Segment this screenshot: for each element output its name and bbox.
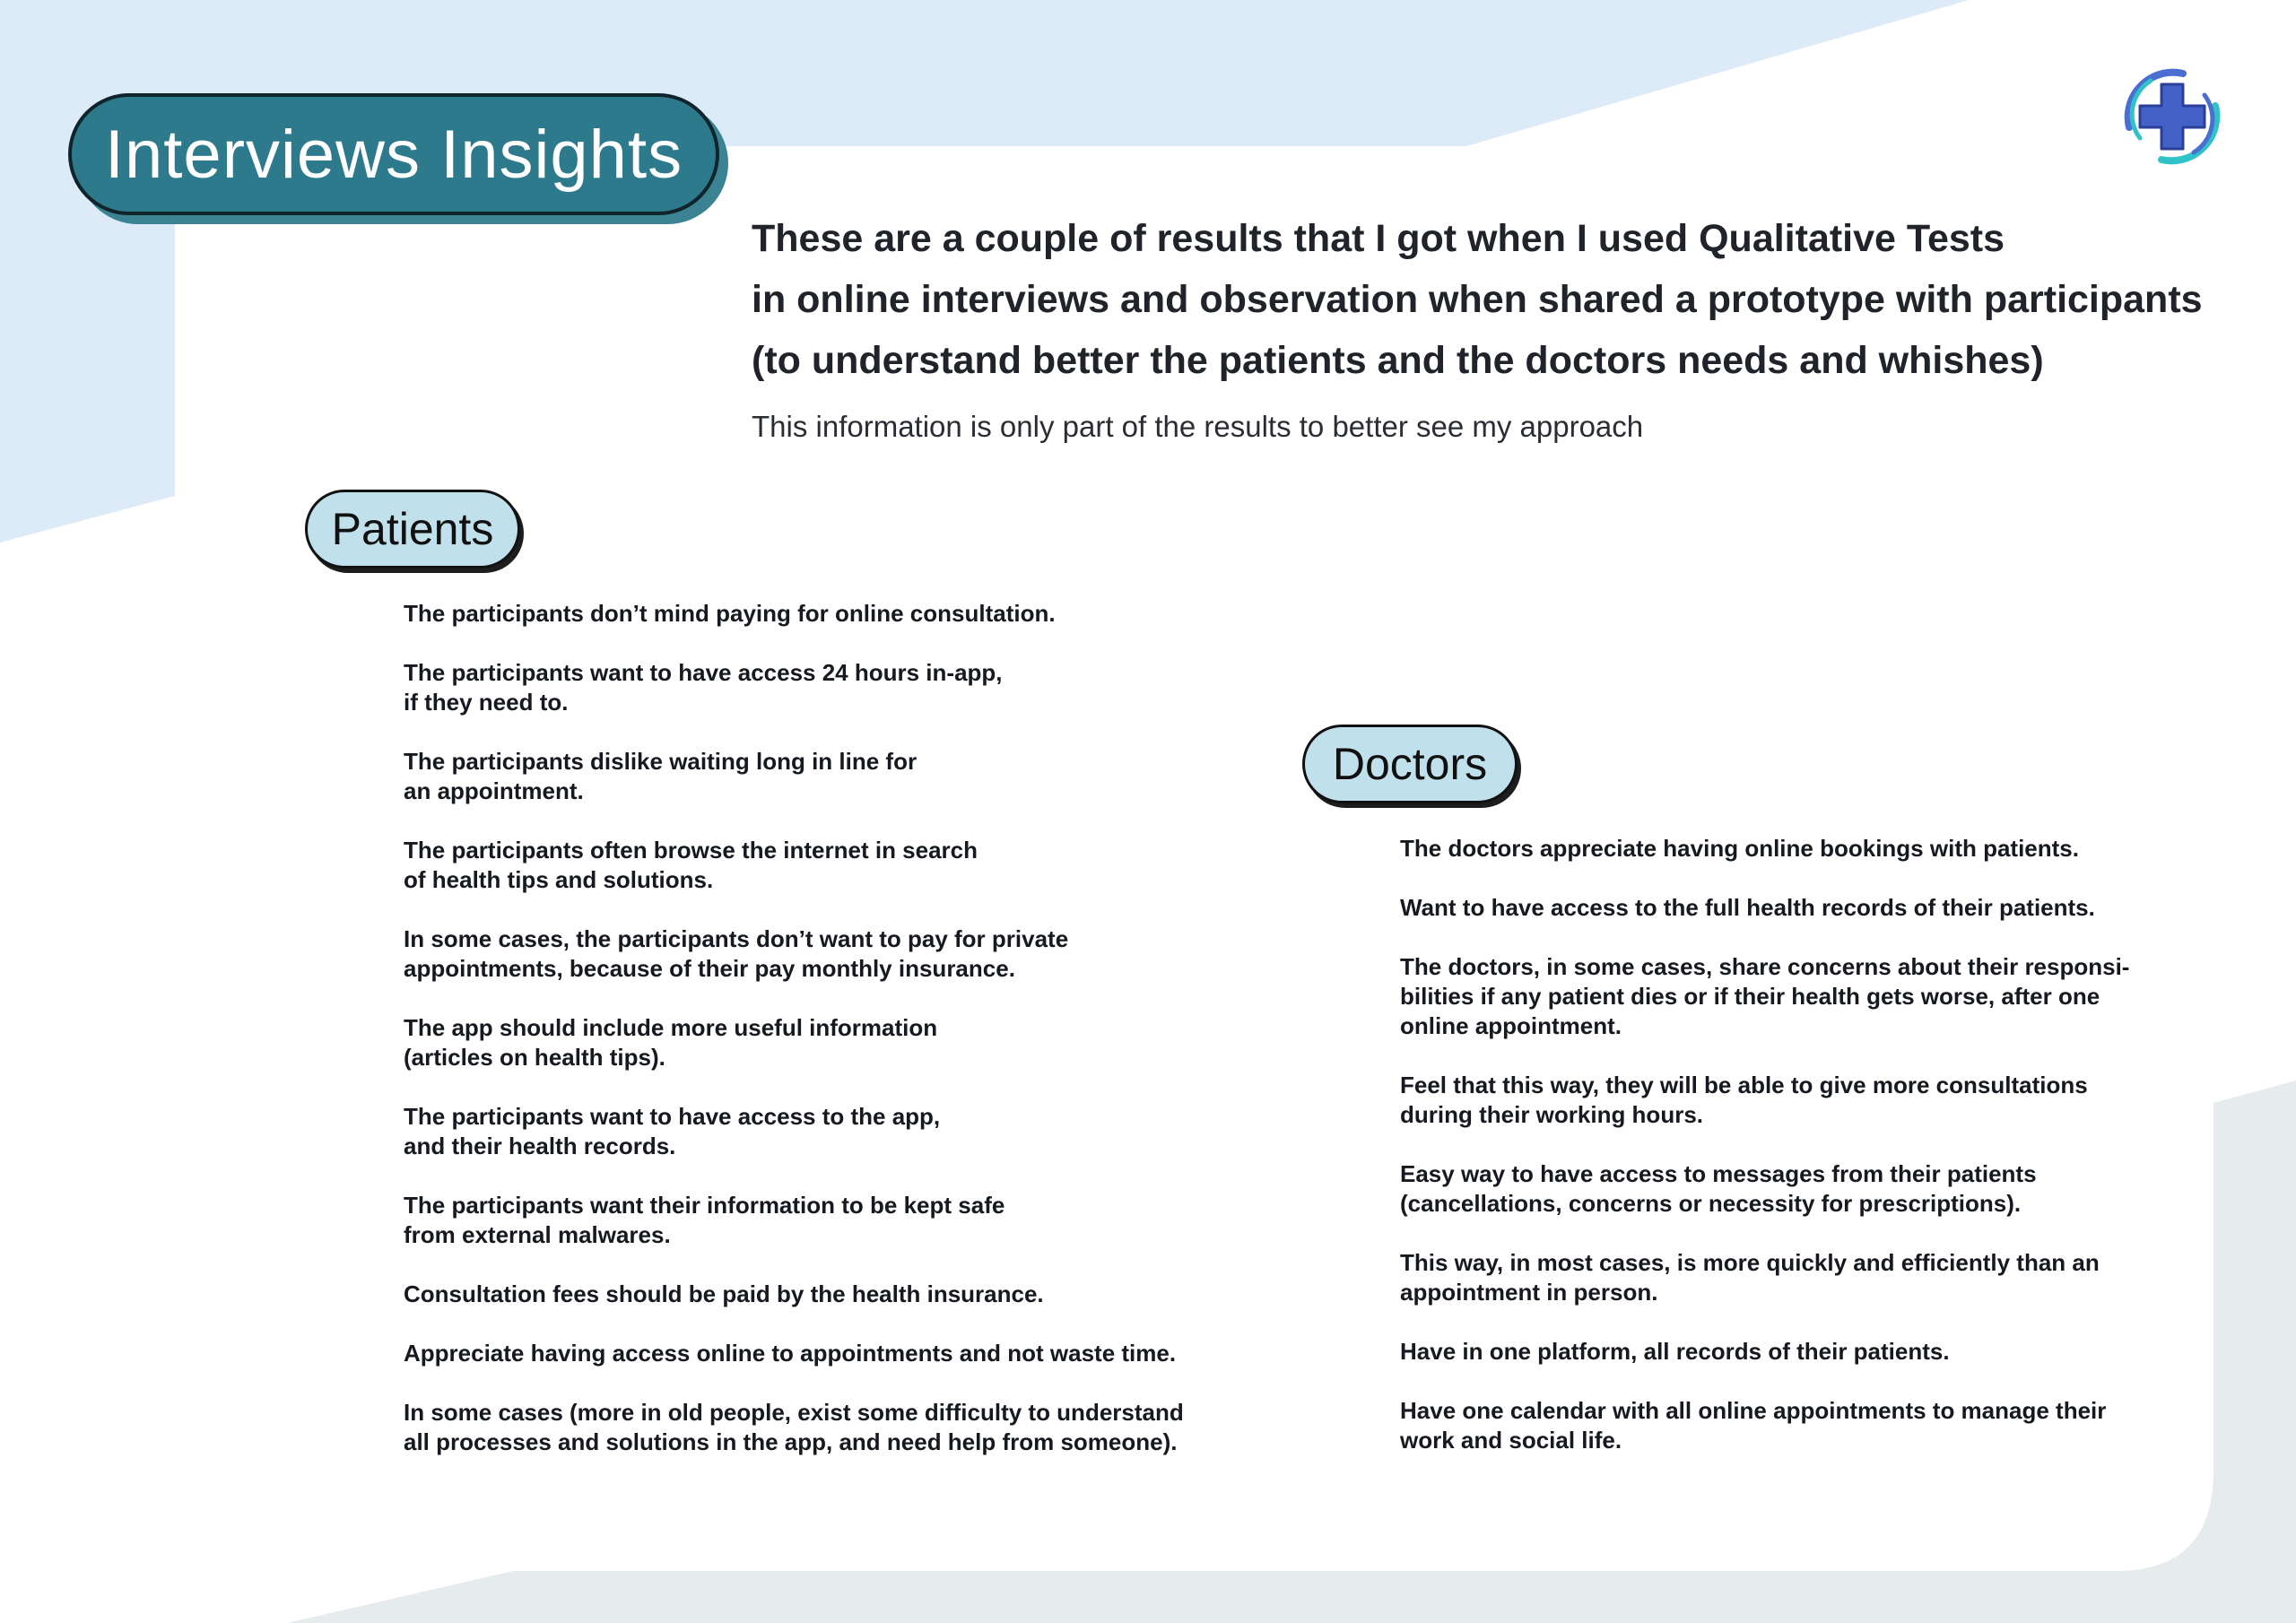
patients-insight-item bbox=[404, 1398, 1211, 1457]
doctors-insight-item bbox=[1400, 1337, 2162, 1367]
doctors-insight-item bbox=[1400, 893, 2162, 923]
page-title-badge bbox=[68, 93, 719, 215]
doctors-insights-list bbox=[1400, 834, 2162, 1485]
doctors-insight-line: (cancellations, concerns or necessity for prescriptions). bbox=[1400, 1190, 2022, 1217]
patients-insight-line: appointments, because of their pay monthly insurance. bbox=[404, 955, 1015, 982]
patients-insight-item bbox=[404, 599, 1211, 629]
doctors-insight-line: This way, in most cases, is more quickly and efficiently than an bbox=[1400, 1249, 2100, 1276]
patients-insight-line: all processes and solutions in the app, and need help from someone). bbox=[404, 1428, 1178, 1455]
patients-insight-line: Appreciate having access online to appointments and not waste time. bbox=[404, 1340, 1177, 1367]
doctors-insight-line: during their working hours. bbox=[1400, 1101, 1703, 1128]
doctors-insight-item bbox=[1400, 1248, 2162, 1307]
intro-block bbox=[752, 208, 2258, 445]
intro-line-3: (to understand better the patients and the doctors needs and whishes) bbox=[752, 339, 2044, 382]
doctors-insight-line: The doctors appreciate having online bookings with patients. bbox=[1400, 835, 2079, 862]
patients-insight-line: In some cases, the participants don’t want to pay for private bbox=[404, 925, 1069, 952]
patients-insight-item bbox=[404, 747, 1211, 806]
page-title: Interviews Insights bbox=[104, 116, 683, 193]
doctors-section-label: Doctors bbox=[1332, 739, 1488, 789]
patients-insight-line: an appointment. bbox=[404, 777, 584, 804]
doctors-insight-item bbox=[1400, 1396, 2162, 1455]
patients-insights-list bbox=[404, 599, 1211, 1487]
patients-insight-item bbox=[404, 836, 1211, 895]
patients-insight-line: and their health records. bbox=[404, 1133, 676, 1159]
doctors-insight-line: Have one calendar with all online appointments to manage their bbox=[1400, 1397, 2107, 1424]
patients-insight-item bbox=[404, 1102, 1211, 1161]
patients-insight-line: The participants want to have access to the app, bbox=[404, 1103, 941, 1130]
doctors-insight-line: Easy way to have access to messages from their patients bbox=[1400, 1160, 2037, 1187]
patients-insight-item bbox=[404, 1339, 1211, 1368]
doctors-insight-line: The doctors, in some cases, share concerns about their responsi- bbox=[1400, 953, 2130, 980]
medical-cross-icon bbox=[2117, 61, 2228, 172]
doctors-insight-line: Feel that this way, they will be able to give more consultations bbox=[1400, 1072, 2088, 1098]
doctors-insight-item bbox=[1400, 1071, 2162, 1130]
patients-insight-line: The participants don’t mind paying for online consultation. bbox=[404, 600, 1056, 627]
patients-insight-item bbox=[404, 1013, 1211, 1072]
patients-insight-line: The participants want to have access 24 hours in-app, bbox=[404, 659, 1003, 686]
intro-line-1: These are a couple of results that I got when I used Qualitative Tests bbox=[752, 217, 2005, 260]
patients-insight-line: The participants want their information to be kept safe bbox=[404, 1192, 1005, 1219]
doctors-insight-line: online appointment. bbox=[1400, 1012, 1622, 1039]
intro-line-2: in online interviews and observation when shared a prototype with participants bbox=[752, 278, 2203, 321]
doctors-insight-line: Have in one platform, all records of their patients. bbox=[1400, 1338, 1950, 1365]
doctors-section-badge bbox=[1302, 725, 1518, 803]
patients-insight-line: from external malwares. bbox=[404, 1221, 671, 1248]
patients-section-badge bbox=[305, 490, 520, 568]
doctors-insight-line: work and social life. bbox=[1400, 1427, 1622, 1454]
patients-insight-line: The app should include more useful information bbox=[404, 1014, 938, 1041]
patients-insight-item bbox=[404, 658, 1211, 717]
patients-insight-item bbox=[404, 1191, 1211, 1250]
doctors-insight-line: appointment in person. bbox=[1400, 1279, 1658, 1306]
doctors-insight-line: Want to have access to the full health records of their patients. bbox=[1400, 894, 2095, 921]
intro-note: This information is only part of the results to better see my approach bbox=[752, 410, 1644, 443]
doctors-insight-item bbox=[1400, 952, 2162, 1041]
patients-insight-line: The participants often browse the internet in search bbox=[404, 837, 978, 864]
patients-insight-item bbox=[404, 1280, 1211, 1309]
patients-insight-line: (articles on health tips). bbox=[404, 1044, 665, 1071]
doctors-insight-line: bilities if any patient dies or if their health gets worse, after one bbox=[1400, 983, 2100, 1010]
doctors-insight-item bbox=[1400, 834, 2162, 864]
patients-insight-line: of health tips and solutions. bbox=[404, 866, 714, 893]
patients-section-label: Patients bbox=[331, 504, 494, 554]
doctors-insight-item bbox=[1400, 1159, 2162, 1219]
patients-insight-line: In some cases (more in old people, exist some difficulty to understand bbox=[404, 1399, 1184, 1426]
patients-insight-line: The participants dislike waiting long in line for bbox=[404, 748, 918, 775]
patients-insight-line: Consultation fees should be paid by the health insurance. bbox=[404, 1280, 1044, 1307]
patients-insight-line: if they need to. bbox=[404, 689, 569, 716]
patients-insight-item bbox=[404, 924, 1211, 984]
